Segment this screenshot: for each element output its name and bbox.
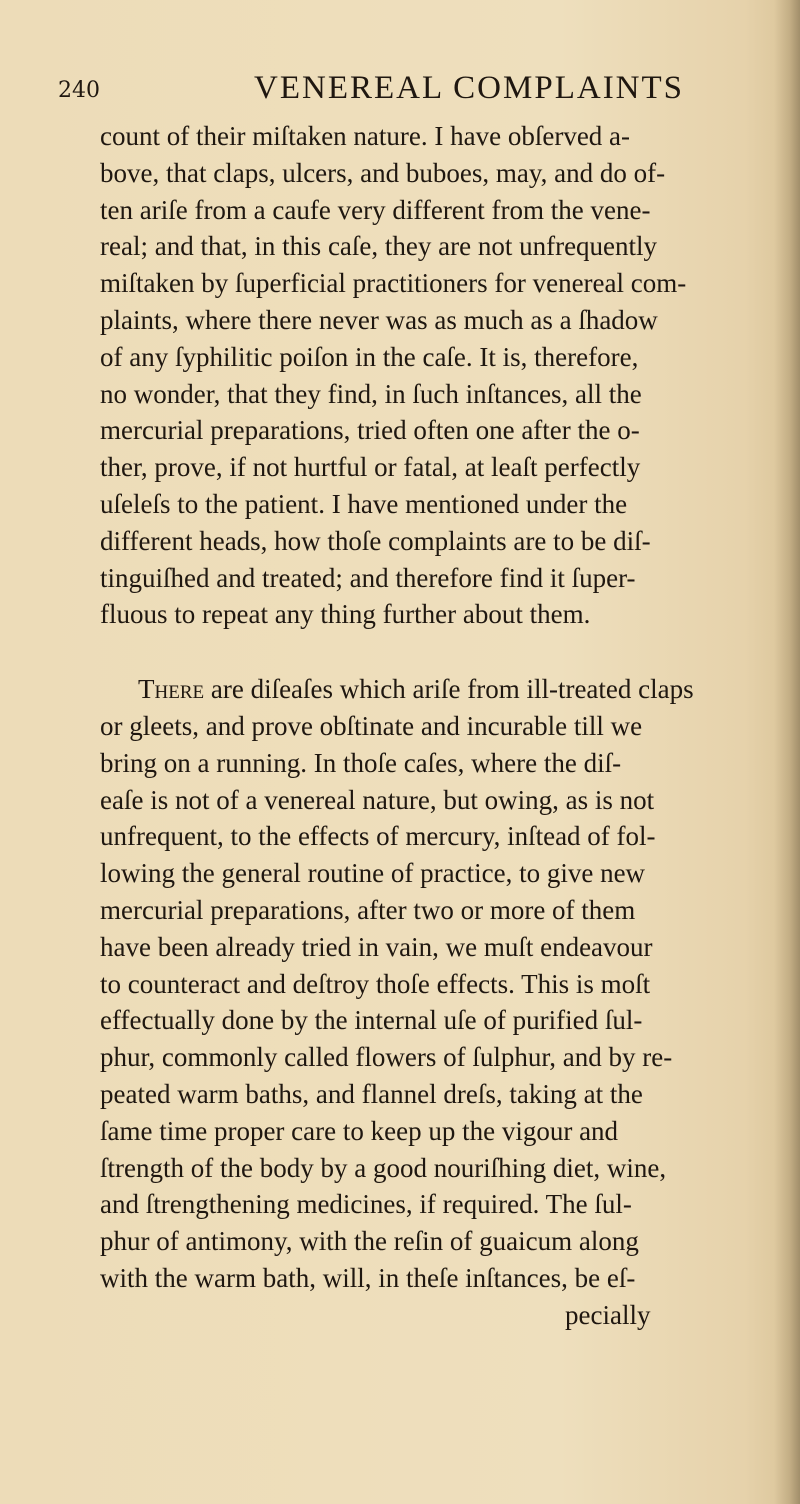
text-line: phur, commonly called flowers of ſulphur, and by re-: [100, 1042, 673, 1073]
page-number: 240: [58, 78, 100, 103]
text-line: lowing the general routine of practice, to give new: [100, 858, 646, 889]
paragraph-1: [100, 118, 800, 633]
text-line: ſtrength of the body by a good nouriſhing diet, wine,: [100, 1152, 667, 1183]
text-line: bove, that claps, ulcers, and buboes, may, and do of-: [100, 157, 666, 188]
text-line: to counteract and deſtroy thoſe effects. This is moſt: [100, 968, 651, 999]
text-line: and ſtrengthening medicines, if required. The ſul-: [100, 1189, 632, 1220]
text-line: mercurial preparations, tried often one after the o-: [100, 415, 640, 446]
text-line: ten ariſe from a caufe very different from the vene-: [100, 194, 651, 225]
text-line: miſtaken by ſuperficial practitioners for venereal com-: [100, 268, 687, 299]
text-line: [100, 671, 800, 708]
text-line: or gleets, and prove obſtinate and incurable till we: [100, 710, 643, 741]
text-line: no wonder, that they find, in ſuch inſtances, all the: [100, 378, 642, 409]
text-line: have been already tried in vain, we muſt endeavour: [100, 931, 653, 962]
text-line-rest: are diſeaſes which ariſe from ill-treated claps: [204, 674, 694, 705]
text-line: fluous to repeat any thing further about them.: [100, 599, 591, 630]
text-line: with the warm bath, will, in theſe inſtances, be eſ-: [100, 1262, 636, 1293]
text-line: count of their miſtaken nature. I have obſerved a-: [100, 121, 631, 151]
text-line: different heads, how thoſe complaints are to be diſ-: [100, 525, 651, 556]
text-line: ſame time proper care to keep up the vigour and: [100, 1115, 619, 1146]
paragraph-2: [100, 671, 800, 1297]
text-line: eaſe is not of a venereal nature, but owing, as is not: [100, 784, 655, 815]
text-line: unfrequent, to the effects of mercury, inſtead of fol-: [100, 821, 656, 852]
text-line: ther, prove, if not hurtful or fatal, at leaſt perfectly: [100, 452, 641, 483]
running-head: VENEREAL COMPLAINTS: [254, 70, 685, 106]
text-line: real; and that, in this caſe, they are not unfrequently: [100, 231, 658, 262]
text-line: phur of antimony, with the reſin of guaicum along: [100, 1226, 639, 1257]
text-line: effectually done by the internal uſe of purified ſul-: [100, 1005, 643, 1036]
text-line: bring on a running. In thoſe caſes, where the diſ-: [100, 747, 622, 778]
text-line: plaints, where there never was as much as a ſhadow: [100, 304, 658, 335]
body-text: [100, 118, 800, 1334]
catchword: pecially: [565, 1299, 651, 1330]
text-line: mercurial preparations, after two or more of them: [100, 894, 636, 925]
text-line: of any ſyphilitic poiſon in the caſe. It is, therefore,: [100, 341, 639, 372]
paragraph-lead-word: There: [138, 674, 205, 705]
text-line: tinguiſhed and treated; and therefore find it ſuper-: [100, 562, 636, 593]
text-line: uſeleſs to the patient. I have mentioned under the: [100, 488, 628, 519]
text-line: peated warm baths, and flannel dreſs, taking at the: [100, 1078, 643, 1109]
page-header: [58, 70, 798, 110]
